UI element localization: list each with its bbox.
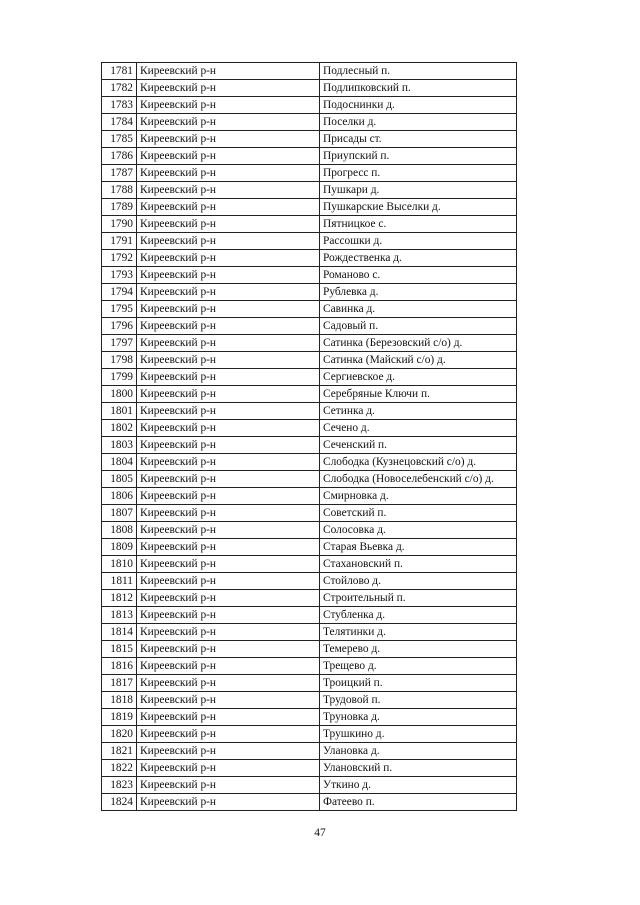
row-number-cell: 1781 bbox=[102, 63, 137, 80]
row-number-cell: 1809 bbox=[102, 539, 137, 556]
district-cell: Киреевский р-н bbox=[137, 454, 320, 471]
settlement-cell: Прогресс п. bbox=[320, 165, 517, 182]
row-number-cell: 1785 bbox=[102, 131, 137, 148]
district-cell: Киреевский р-н bbox=[137, 675, 320, 692]
table-row bbox=[102, 114, 517, 131]
settlement-cell: Слободка (Новоселебенский с/о) д. bbox=[320, 471, 517, 488]
row-number-cell: 1784 bbox=[102, 114, 137, 131]
district-cell: Киреевский р-н bbox=[137, 216, 320, 233]
table-row bbox=[102, 148, 517, 165]
table-row bbox=[102, 794, 517, 811]
table-row bbox=[102, 352, 517, 369]
settlement-cell: Стойлово д. bbox=[320, 573, 517, 590]
district-cell: Киреевский р-н bbox=[137, 658, 320, 675]
row-number-cell: 1817 bbox=[102, 675, 137, 692]
row-number-cell: 1782 bbox=[102, 80, 137, 97]
settlement-cell: Сетинка д. bbox=[320, 403, 517, 420]
row-number-cell: 1789 bbox=[102, 199, 137, 216]
row-number-cell: 1812 bbox=[102, 590, 137, 607]
district-cell: Киреевский р-н bbox=[137, 250, 320, 267]
settlement-cell: Смирновка д. bbox=[320, 488, 517, 505]
settlement-cell: Приупский п. bbox=[320, 148, 517, 165]
row-number-cell: 1801 bbox=[102, 403, 137, 420]
row-number-cell: 1788 bbox=[102, 182, 137, 199]
row-number-cell: 1805 bbox=[102, 471, 137, 488]
district-cell: Киреевский р-н bbox=[137, 539, 320, 556]
table-body bbox=[102, 63, 517, 811]
settlement-cell: Темерево д. bbox=[320, 641, 517, 658]
settlement-cell: Рублевка д. bbox=[320, 284, 517, 301]
settlement-cell: Улановка д. bbox=[320, 743, 517, 760]
district-cell: Киреевский р-н bbox=[137, 301, 320, 318]
district-cell: Киреевский р-н bbox=[137, 692, 320, 709]
row-number-cell: 1814 bbox=[102, 624, 137, 641]
row-number-cell: 1807 bbox=[102, 505, 137, 522]
district-cell: Киреевский р-н bbox=[137, 233, 320, 250]
row-number-cell: 1802 bbox=[102, 420, 137, 437]
settlement-cell: Поселки д. bbox=[320, 114, 517, 131]
district-cell: Киреевский р-н bbox=[137, 777, 320, 794]
district-cell: Киреевский р-н bbox=[137, 726, 320, 743]
row-number-cell: 1819 bbox=[102, 709, 137, 726]
table-row bbox=[102, 80, 517, 97]
row-number-cell: 1796 bbox=[102, 318, 137, 335]
settlement-cell: Уткино д. bbox=[320, 777, 517, 794]
table-row bbox=[102, 165, 517, 182]
table-row bbox=[102, 709, 517, 726]
row-number-cell: 1786 bbox=[102, 148, 137, 165]
district-cell: Киреевский р-н bbox=[137, 284, 320, 301]
settlement-cell: Старая Вьевка д. bbox=[320, 539, 517, 556]
table-row bbox=[102, 726, 517, 743]
district-cell: Киреевский р-н bbox=[137, 743, 320, 760]
row-number-cell: 1823 bbox=[102, 777, 137, 794]
table-row bbox=[102, 488, 517, 505]
district-cell: Киреевский р-н bbox=[137, 267, 320, 284]
row-number-cell: 1815 bbox=[102, 641, 137, 658]
settlement-cell: Слободка (Кузнецовский с/о) д. bbox=[320, 454, 517, 471]
settlement-cell: Присады ст. bbox=[320, 131, 517, 148]
settlement-cell: Пушкарские Выселки д. bbox=[320, 199, 517, 216]
district-cell: Киреевский р-н bbox=[137, 607, 320, 624]
district-cell: Киреевский р-н bbox=[137, 199, 320, 216]
table-row bbox=[102, 641, 517, 658]
table-row bbox=[102, 675, 517, 692]
settlement-cell: Савинка д. bbox=[320, 301, 517, 318]
settlement-cell: Советский п. bbox=[320, 505, 517, 522]
district-cell: Киреевский р-н bbox=[137, 624, 320, 641]
row-number-cell: 1822 bbox=[102, 760, 137, 777]
settlement-cell: Строительный п. bbox=[320, 590, 517, 607]
table-row bbox=[102, 590, 517, 607]
table-row bbox=[102, 97, 517, 114]
table-row bbox=[102, 233, 517, 250]
settlement-cell: Подоснинки д. bbox=[320, 97, 517, 114]
table-row bbox=[102, 471, 517, 488]
table-row bbox=[102, 420, 517, 437]
settlement-cell: Фатеево п. bbox=[320, 794, 517, 811]
settlement-cell: Стубленка д. bbox=[320, 607, 517, 624]
row-number-cell: 1799 bbox=[102, 369, 137, 386]
row-number-cell: 1790 bbox=[102, 216, 137, 233]
table-row bbox=[102, 369, 517, 386]
district-cell: Киреевский р-н bbox=[137, 369, 320, 386]
settlement-cell: Подлесный п. bbox=[320, 63, 517, 80]
table-row bbox=[102, 301, 517, 318]
row-number-cell: 1824 bbox=[102, 794, 137, 811]
district-cell: Киреевский р-н bbox=[137, 63, 320, 80]
district-cell: Киреевский р-н bbox=[137, 165, 320, 182]
district-cell: Киреевский р-н bbox=[137, 590, 320, 607]
row-number-cell: 1783 bbox=[102, 97, 137, 114]
table-row bbox=[102, 505, 517, 522]
district-cell: Киреевский р-н bbox=[137, 80, 320, 97]
row-number-cell: 1803 bbox=[102, 437, 137, 454]
table-row bbox=[102, 743, 517, 760]
row-number-cell: 1794 bbox=[102, 284, 137, 301]
settlement-cell: Трушкино д. bbox=[320, 726, 517, 743]
row-number-cell: 1800 bbox=[102, 386, 137, 403]
settlement-cell: Троицкий п. bbox=[320, 675, 517, 692]
district-cell: Киреевский р-н bbox=[137, 131, 320, 148]
table-row bbox=[102, 437, 517, 454]
row-number-cell: 1813 bbox=[102, 607, 137, 624]
settlement-cell: Солосовка д. bbox=[320, 522, 517, 539]
table-row bbox=[102, 386, 517, 403]
row-number-cell: 1792 bbox=[102, 250, 137, 267]
settlement-cell: Пятницкое с. bbox=[320, 216, 517, 233]
page-number: 47 bbox=[314, 827, 326, 839]
table-row bbox=[102, 318, 517, 335]
district-cell: Киреевский р-н bbox=[137, 335, 320, 352]
settlement-cell: Серебряные Ключи п. bbox=[320, 386, 517, 403]
row-number-cell: 1810 bbox=[102, 556, 137, 573]
district-cell: Киреевский р-н bbox=[137, 148, 320, 165]
district-cell: Киреевский р-н bbox=[137, 318, 320, 335]
row-number-cell: 1793 bbox=[102, 267, 137, 284]
table-row bbox=[102, 760, 517, 777]
district-cell: Киреевский р-н bbox=[137, 403, 320, 420]
district-cell: Киреевский р-н bbox=[137, 573, 320, 590]
table-row bbox=[102, 556, 517, 573]
district-cell: Киреевский р-н bbox=[137, 522, 320, 539]
table-row bbox=[102, 267, 517, 284]
row-number-cell: 1797 bbox=[102, 335, 137, 352]
row-number-cell: 1787 bbox=[102, 165, 137, 182]
table-row bbox=[102, 539, 517, 556]
district-cell: Киреевский р-н bbox=[137, 352, 320, 369]
settlement-cell: Сатинка (Березовский с/о) д. bbox=[320, 335, 517, 352]
settlement-cell: Трудовой п. bbox=[320, 692, 517, 709]
row-number-cell: 1806 bbox=[102, 488, 137, 505]
district-cell: Киреевский р-н bbox=[137, 641, 320, 658]
settlement-cell: Рассошки д. bbox=[320, 233, 517, 250]
district-cell: Киреевский р-н bbox=[137, 437, 320, 454]
table-row bbox=[102, 250, 517, 267]
row-number-cell: 1804 bbox=[102, 454, 137, 471]
row-number-cell: 1818 bbox=[102, 692, 137, 709]
district-cell: Киреевский р-н bbox=[137, 420, 320, 437]
district-cell: Киреевский р-н bbox=[137, 488, 320, 505]
table-row bbox=[102, 216, 517, 233]
district-cell: Киреевский р-н bbox=[137, 386, 320, 403]
district-cell: Киреевский р-н bbox=[137, 505, 320, 522]
settlement-cell: Сергиевское д. bbox=[320, 369, 517, 386]
row-number-cell: 1808 bbox=[102, 522, 137, 539]
table-row bbox=[102, 131, 517, 148]
table-row bbox=[102, 182, 517, 199]
district-cell: Киреевский р-н bbox=[137, 794, 320, 811]
district-cell: Киреевский р-н bbox=[137, 760, 320, 777]
district-cell: Киреевский р-н bbox=[137, 556, 320, 573]
settlement-cell: Трещево д. bbox=[320, 658, 517, 675]
table-row bbox=[102, 573, 517, 590]
district-cell: Киреевский р-н bbox=[137, 471, 320, 488]
settlements-table bbox=[101, 62, 517, 811]
table-row bbox=[102, 624, 517, 641]
row-number-cell: 1820 bbox=[102, 726, 137, 743]
settlement-cell: Садовый п. bbox=[320, 318, 517, 335]
row-number-cell: 1791 bbox=[102, 233, 137, 250]
district-cell: Киреевский р-н bbox=[137, 709, 320, 726]
settlement-cell: Пушкари д. bbox=[320, 182, 517, 199]
row-number-cell: 1821 bbox=[102, 743, 137, 760]
row-number-cell: 1795 bbox=[102, 301, 137, 318]
table-row bbox=[102, 284, 517, 301]
district-cell: Киреевский р-н bbox=[137, 114, 320, 131]
table-row bbox=[102, 335, 517, 352]
table-row bbox=[102, 607, 517, 624]
row-number-cell: 1811 bbox=[102, 573, 137, 590]
table-row bbox=[102, 63, 517, 80]
settlement-cell: Сечено д. bbox=[320, 420, 517, 437]
settlement-cell: Рождественка д. bbox=[320, 250, 517, 267]
row-number-cell: 1798 bbox=[102, 352, 137, 369]
table-row bbox=[102, 522, 517, 539]
table-row bbox=[102, 199, 517, 216]
district-cell: Киреевский р-н bbox=[137, 182, 320, 199]
settlement-cell: Улановский п. bbox=[320, 760, 517, 777]
settlement-cell: Сеченский п. bbox=[320, 437, 517, 454]
settlement-cell: Сатинка (Майский с/о) д. bbox=[320, 352, 517, 369]
settlement-cell: Труновка д. bbox=[320, 709, 517, 726]
district-cell: Киреевский р-н bbox=[137, 97, 320, 114]
table-row bbox=[102, 777, 517, 794]
settlement-cell: Стахановский п. bbox=[320, 556, 517, 573]
table-row bbox=[102, 454, 517, 471]
settlement-cell: Романово с. bbox=[320, 267, 517, 284]
settlement-cell: Телятинки д. bbox=[320, 624, 517, 641]
table-row bbox=[102, 692, 517, 709]
settlement-cell: Подлипковский п. bbox=[320, 80, 517, 97]
table-row bbox=[102, 658, 517, 675]
row-number-cell: 1816 bbox=[102, 658, 137, 675]
table-row bbox=[102, 403, 517, 420]
